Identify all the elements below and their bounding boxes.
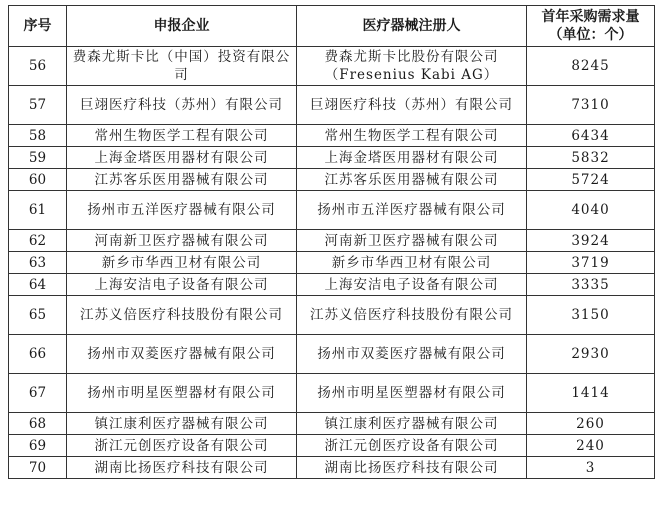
row-applicant: 新乡市华西卫材有限公司 xyxy=(67,252,297,274)
row-index: 64 xyxy=(9,274,67,296)
row-applicant: 浙江元创医疗设备有限公司 xyxy=(67,435,297,457)
row-applicant: 湖南比扬医疗科技有限公司 xyxy=(67,457,297,479)
table-row xyxy=(9,125,655,147)
row-applicant: 江苏客乐医用器械有限公司 xyxy=(67,169,297,191)
row-index: 69 xyxy=(9,435,67,457)
table-row xyxy=(9,457,655,479)
row-applicant: 镇江康利医疗器械有限公司 xyxy=(67,413,297,435)
row-registrant: 扬州市五洋医疗器械有限公司 xyxy=(297,191,527,230)
table-row xyxy=(9,86,655,125)
row-quantity: 260 xyxy=(527,413,655,435)
row-quantity: 3150 xyxy=(527,296,655,335)
row-quantity: 4040 xyxy=(527,191,655,230)
row-quantity: 5724 xyxy=(527,169,655,191)
row-registrant: 费森尤斯卡比股份有限公司（Fresenius Kabi AG） xyxy=(297,47,527,86)
header-demand-line1: 首年采购需求量 xyxy=(541,9,640,25)
row-quantity: 240 xyxy=(527,435,655,457)
procurement-table xyxy=(8,5,655,479)
row-registrant: 浙江元创医疗设备有限公司 xyxy=(297,435,527,457)
row-applicant: 常州生物医学工程有限公司 xyxy=(67,125,297,147)
table-row xyxy=(9,147,655,169)
row-registrant: 江苏客乐医用器械有限公司 xyxy=(297,169,527,191)
row-quantity: 3719 xyxy=(527,252,655,274)
row-registrant: 扬州市明星医塑器材有限公司 xyxy=(297,374,527,413)
table-row xyxy=(9,252,655,274)
row-index: 63 xyxy=(9,252,67,274)
header-applicant: 申报企业 xyxy=(67,6,297,47)
row-registrant: 扬州市双菱医疗器械有限公司 xyxy=(297,335,527,374)
row-index: 65 xyxy=(9,296,67,335)
row-index: 62 xyxy=(9,230,67,252)
table-row xyxy=(9,335,655,374)
row-registrant: 镇江康利医疗器械有限公司 xyxy=(297,413,527,435)
row-applicant: 扬州市双菱医疗器械有限公司 xyxy=(67,335,297,374)
row-index: 66 xyxy=(9,335,67,374)
header-registrant: 医疗器械注册人 xyxy=(297,6,527,47)
row-registrant: 常州生物医学工程有限公司 xyxy=(297,125,527,147)
table-row xyxy=(9,230,655,252)
table-row xyxy=(9,413,655,435)
row-index: 68 xyxy=(9,413,67,435)
row-registrant: 上海金塔医用器材有限公司 xyxy=(297,147,527,169)
row-index: 57 xyxy=(9,86,67,125)
row-index: 67 xyxy=(9,374,67,413)
row-applicant: 河南新卫医疗器械有限公司 xyxy=(67,230,297,252)
row-applicant: 上海金塔医用器材有限公司 xyxy=(67,147,297,169)
row-registrant: 巨翊医疗科技（苏州）有限公司 xyxy=(297,86,527,125)
table-row xyxy=(9,435,655,457)
row-quantity: 3 xyxy=(527,457,655,479)
table-row xyxy=(9,374,655,413)
row-applicant: 上海安洁电子设备有限公司 xyxy=(67,274,297,296)
header-index: 序号 xyxy=(9,6,67,47)
row-quantity: 6434 xyxy=(527,125,655,147)
row-quantity: 8245 xyxy=(527,47,655,86)
row-quantity: 5832 xyxy=(527,147,655,169)
row-quantity: 2930 xyxy=(527,335,655,374)
row-quantity: 7310 xyxy=(527,86,655,125)
row-registrant: 湖南比扬医疗科技有限公司 xyxy=(297,457,527,479)
row-applicant: 费森尤斯卡比（中国）投资有限公司 xyxy=(67,47,297,86)
row-applicant: 江苏义倍医疗科技股份有限公司 xyxy=(67,296,297,335)
row-index: 70 xyxy=(9,457,67,479)
table-row xyxy=(9,296,655,335)
header-demand-line2: （单位：个） xyxy=(548,27,633,43)
row-index: 59 xyxy=(9,147,67,169)
table-row xyxy=(9,47,655,86)
row-applicant: 扬州市明星医塑器材有限公司 xyxy=(67,374,297,413)
row-index: 60 xyxy=(9,169,67,191)
header-row xyxy=(9,6,655,47)
row-index: 58 xyxy=(9,125,67,147)
row-registrant: 河南新卫医疗器械有限公司 xyxy=(297,230,527,252)
header-demand xyxy=(527,6,655,47)
row-index: 61 xyxy=(9,191,67,230)
row-quantity: 1414 xyxy=(527,374,655,413)
table-row xyxy=(9,191,655,230)
row-registrant: 上海安洁电子设备有限公司 xyxy=(297,274,527,296)
table-row xyxy=(9,274,655,296)
table-row xyxy=(9,169,655,191)
row-registrant: 新乡市华西卫材有限公司 xyxy=(297,252,527,274)
row-index: 56 xyxy=(9,47,67,86)
row-quantity: 3335 xyxy=(527,274,655,296)
row-applicant: 巨翊医疗科技（苏州）有限公司 xyxy=(67,86,297,125)
row-applicant: 扬州市五洋医疗器械有限公司 xyxy=(67,191,297,230)
row-registrant: 江苏义倍医疗科技股份有限公司 xyxy=(297,296,527,335)
row-quantity: 3924 xyxy=(527,230,655,252)
